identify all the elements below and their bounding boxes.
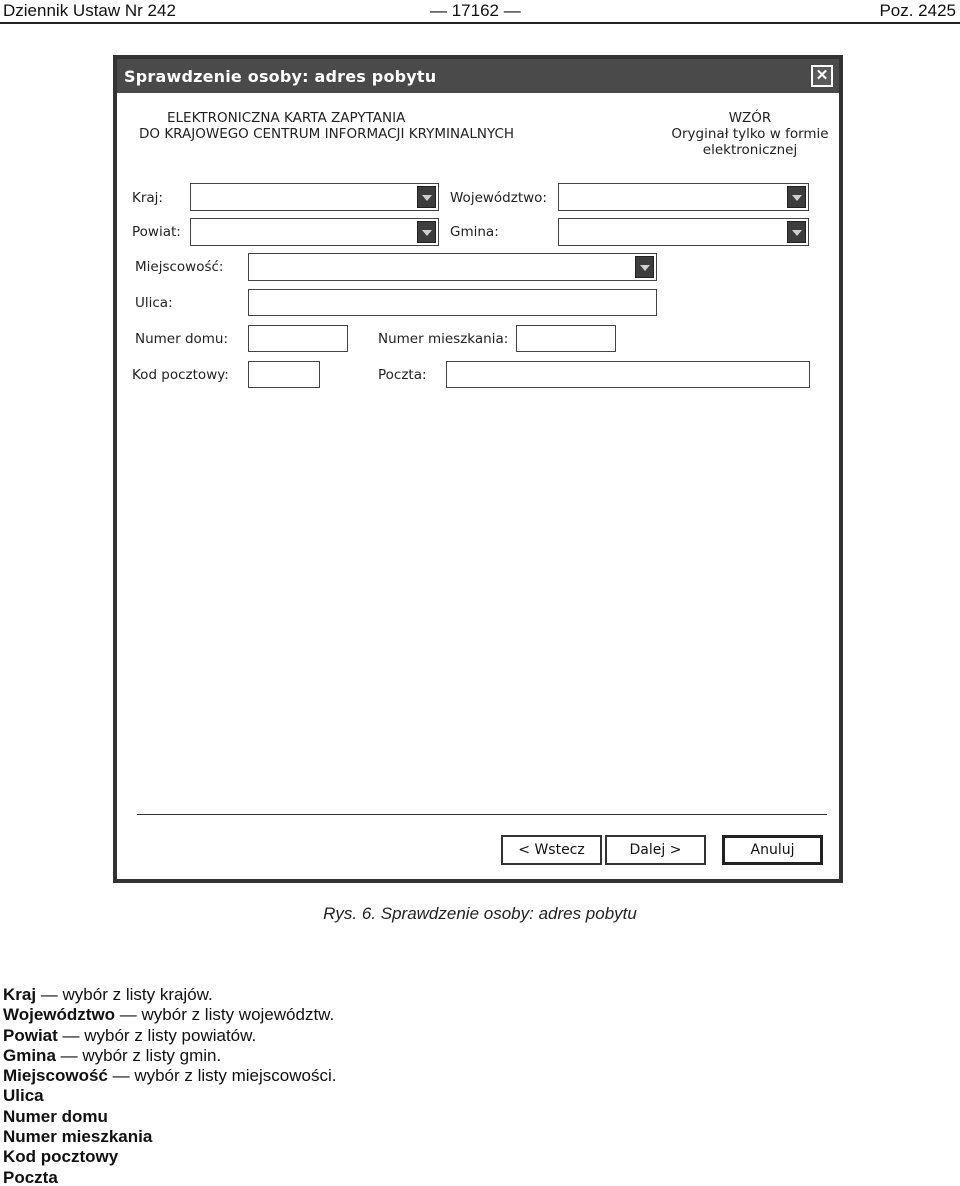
- note-desc: — wybór z listy krajów.: [36, 985, 213, 1004]
- kod-pocztowy-input[interactable]: [248, 361, 320, 388]
- note-line: [3, 1127, 336, 1147]
- poczta-input[interactable]: [446, 361, 810, 388]
- note-line: [3, 1005, 336, 1025]
- note-line: [3, 1066, 336, 1086]
- kod-pocztowy-label: Kod pocztowy:: [132, 367, 229, 383]
- dialog-titlebar[interactable]: [117, 59, 839, 93]
- note-line: [3, 985, 336, 1005]
- form-heading-line1: ELEKTRONICZNA KARTA ZAPYTANIA: [167, 110, 406, 126]
- miejscowosc-label: Miejscowość:: [135, 259, 224, 275]
- figure-caption: Rys. 6. Sprawdzenie osoby: adres pobytu: [323, 904, 637, 923]
- wojewodztwo-label: Województwo:: [450, 190, 547, 206]
- numer-mieszkania-label: Numer mieszkania:: [378, 331, 509, 347]
- gmina-select[interactable]: [558, 218, 809, 246]
- note-term: Miejscowość: [3, 1066, 108, 1086]
- note-term: Województwo: [3, 1005, 116, 1025]
- template-note-line2: Oryginał tylko w formie: [671, 126, 829, 142]
- note-desc: — wybór z listy gmin.: [55, 1045, 222, 1065]
- form-heading-line2: DO KRAJOWEGO CENTRUM INFORMACJI KRYMINALNYCH: [139, 126, 515, 142]
- note-term: Numer mieszkania: [3, 1127, 153, 1147]
- note-desc: — wybór z listy miejscowości.: [107, 1066, 337, 1086]
- chevron-down-icon[interactable]: [417, 221, 436, 243]
- miejscowosc-select[interactable]: [248, 253, 657, 281]
- journal-name: Dziennik Ustaw Nr 242: [3, 1, 176, 20]
- numer-mieszkania-input[interactable]: [516, 325, 616, 352]
- template-note-line3: elektronicznej: [702, 142, 798, 158]
- form-heading: [139, 110, 514, 142]
- wojewodztwo-select[interactable]: [558, 183, 809, 211]
- powiat-label: Powiat:: [132, 224, 181, 240]
- template-note: [665, 110, 835, 158]
- gmina-label: Gmina:: [450, 224, 499, 240]
- back-button[interactable]: < Wstecz: [501, 835, 602, 865]
- note-term: Powiat: [3, 1025, 58, 1045]
- page-number: — 17162 —: [430, 1, 521, 20]
- template-note-line1: WZÓR: [728, 110, 772, 126]
- ulica-input[interactable]: [248, 289, 657, 316]
- powiat-select[interactable]: [190, 218, 439, 246]
- page-header: [0, 0, 960, 24]
- note-line: [3, 1147, 336, 1167]
- ulica-label: Ulica:: [135, 295, 173, 311]
- button-separator: [137, 814, 827, 815]
- note-line: [3, 1168, 336, 1186]
- close-icon[interactable]: ✕: [811, 65, 833, 87]
- field-descriptions: [3, 985, 336, 1186]
- note-line: [3, 1107, 336, 1127]
- note-desc: — wybór z listy województw.: [115, 1005, 335, 1025]
- note-term: Gmina: [3, 1045, 56, 1065]
- note-line: [3, 1086, 336, 1106]
- note-line: [3, 1046, 336, 1066]
- note-desc: — wybór z listy powiatów.: [57, 1025, 257, 1045]
- next-button[interactable]: Dalej >: [605, 835, 706, 865]
- numer-domu-label: Numer domu:: [135, 331, 229, 347]
- cancel-button[interactable]: Anuluj: [722, 835, 823, 865]
- chevron-down-icon[interactable]: [787, 221, 806, 243]
- dialog-title: Sprawdzenie osoby: adres pobytu: [124, 67, 437, 86]
- dialog-window: [113, 55, 843, 883]
- note-term: Kod pocztowy: [3, 1147, 119, 1167]
- note-term: Poczta: [3, 1167, 58, 1186]
- chevron-down-icon[interactable]: [417, 186, 436, 208]
- note-term: Ulica: [3, 1086, 44, 1106]
- chevron-down-icon[interactable]: [787, 186, 806, 208]
- position-number: Poz. 2425: [879, 1, 956, 20]
- note-term: Numer domu: [3, 1106, 108, 1126]
- chevron-down-icon[interactable]: [635, 256, 654, 278]
- numer-domu-input[interactable]: [248, 325, 348, 352]
- kraj-select[interactable]: [190, 183, 439, 211]
- note-line: [3, 1026, 336, 1046]
- kraj-label: Kraj:: [132, 190, 163, 206]
- note-term: Kraj: [3, 985, 37, 1004]
- poczta-label: Poczta:: [378, 367, 427, 383]
